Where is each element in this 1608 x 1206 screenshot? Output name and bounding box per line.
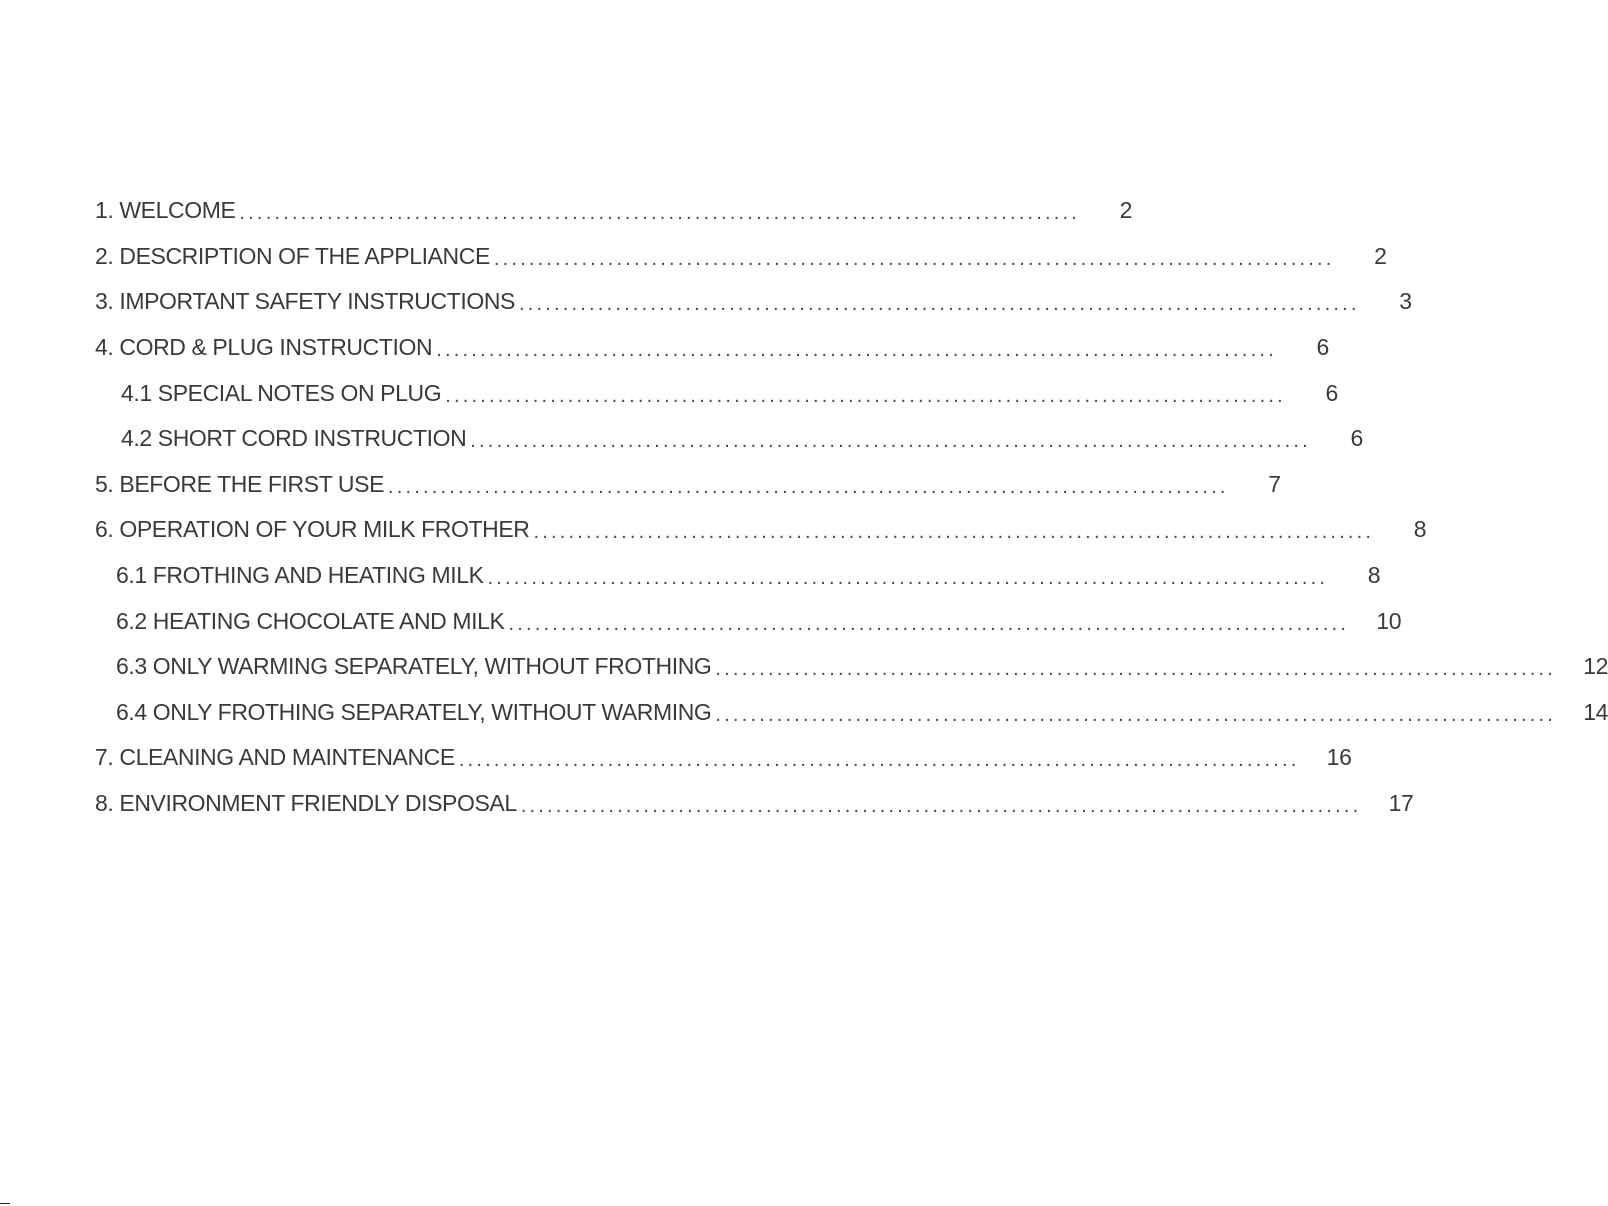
toc-entry-disposal[interactable] <box>0 781 1414 827</box>
toc-entry-heating-chocolate[interactable] <box>0 598 1402 644</box>
dot-leader: ................................................................................................ <box>519 293 1360 316</box>
toc-entry-page: 14 <box>1583 698 1608 725</box>
toc-entry-page: 8 <box>1367 562 1381 589</box>
dot-leader: ................................................................................................ <box>445 384 1286 407</box>
toc-entry-label: 5. BEFORE THE FIRST USE <box>95 471 388 498</box>
dot-leader: ................................................................................................ <box>436 339 1277 362</box>
table-of-contents <box>0 188 1608 826</box>
toc-entry-page: 17 <box>1388 790 1414 817</box>
toc-entry-page: 2 <box>1374 242 1387 269</box>
dot-leader: ................................................................................................ <box>239 202 1081 225</box>
dot-leader: ................................................................................................ <box>487 567 1329 590</box>
toc-entry-page: 8 <box>1413 516 1427 543</box>
toc-entry-label: 4. CORD & PLUG INSTRUCTION <box>95 334 436 361</box>
toc-entry-safety-instructions[interactable] <box>0 279 1412 325</box>
toc-entry-label: 6.4 ONLY FROTHING SEPARATELY, WITHOUT WARMING <box>116 699 715 726</box>
crop-mark <box>0 1203 10 1204</box>
toc-entry-cleaning[interactable] <box>0 735 1352 781</box>
toc-entry-welcome[interactable] <box>0 188 1133 234</box>
dot-leader: ................................................................................................ <box>533 521 1375 544</box>
dot-leader: ................................................................................................ <box>520 795 1362 818</box>
toc-entry-label: 4.2 SHORT CORD INSTRUCTION <box>121 425 470 452</box>
toc-entry-page: 6 <box>1350 425 1363 452</box>
dot-leader: ................................................................................................ <box>715 658 1557 681</box>
toc-entry-page: 10 <box>1376 607 1402 634</box>
toc-entry-label: 3. IMPORTANT SAFETY INSTRUCTIONS <box>95 288 519 315</box>
toc-entry-label: 6. OPERATION OF YOUR MILK FROTHER <box>95 516 534 543</box>
toc-entry-label: 1. WELCOME <box>95 197 239 224</box>
toc-entry-page: 3 <box>1399 288 1412 315</box>
dot-leader: ................................................................................................ <box>508 612 1350 635</box>
dot-leader: ................................................................................................ <box>715 703 1557 726</box>
toc-entry-page: 6 <box>1316 334 1329 361</box>
dot-leader: ................................................................................................ <box>388 475 1229 498</box>
toc-entry-operation[interactable] <box>0 507 1427 553</box>
toc-entry-label: 6.3 ONLY WARMING SEPARATELY, WITHOUT FROTHING <box>116 653 715 680</box>
toc-entry-label: 2. DESCRIPTION OF THE APPLIANCE <box>95 243 494 270</box>
toc-entry-label: 4.1 SPECIAL NOTES ON PLUG <box>121 380 445 407</box>
toc-entry-description[interactable] <box>0 234 1387 280</box>
toc-entry-page: 7 <box>1268 470 1281 497</box>
toc-entry-short-cord[interactable] <box>0 416 1363 462</box>
toc-entry-label: 7. CLEANING AND MAINTENANCE <box>95 744 459 771</box>
toc-entry-page: 6 <box>1325 379 1338 406</box>
dot-leader: ................................................................................................ <box>470 430 1311 453</box>
toc-entry-frothing-heating[interactable] <box>0 553 1381 599</box>
toc-entry-before-first-use[interactable] <box>0 462 1281 508</box>
toc-entry-label: 8. ENVIRONMENT FRIENDLY DISPOSAL <box>95 790 521 817</box>
dot-leader: ................................................................................................ <box>458 749 1300 772</box>
toc-entry-cord-plug[interactable] <box>0 325 1329 371</box>
toc-entry-page: 2 <box>1119 197 1133 224</box>
toc-entry-special-notes-plug[interactable] <box>0 370 1338 416</box>
toc-entry-label: 6.1 FROTHING AND HEATING MILK <box>116 562 488 589</box>
toc-entry-label: 6.2 HEATING CHOCOLATE AND MILK <box>116 608 508 635</box>
toc-entry-page: 16 <box>1326 744 1352 771</box>
toc-entry-only-frothing[interactable] <box>0 690 1608 736</box>
dot-leader: ................................................................................................ <box>493 247 1335 270</box>
toc-entry-only-warming[interactable] <box>0 644 1608 690</box>
toc-entry-page: 12 <box>1583 653 1608 680</box>
